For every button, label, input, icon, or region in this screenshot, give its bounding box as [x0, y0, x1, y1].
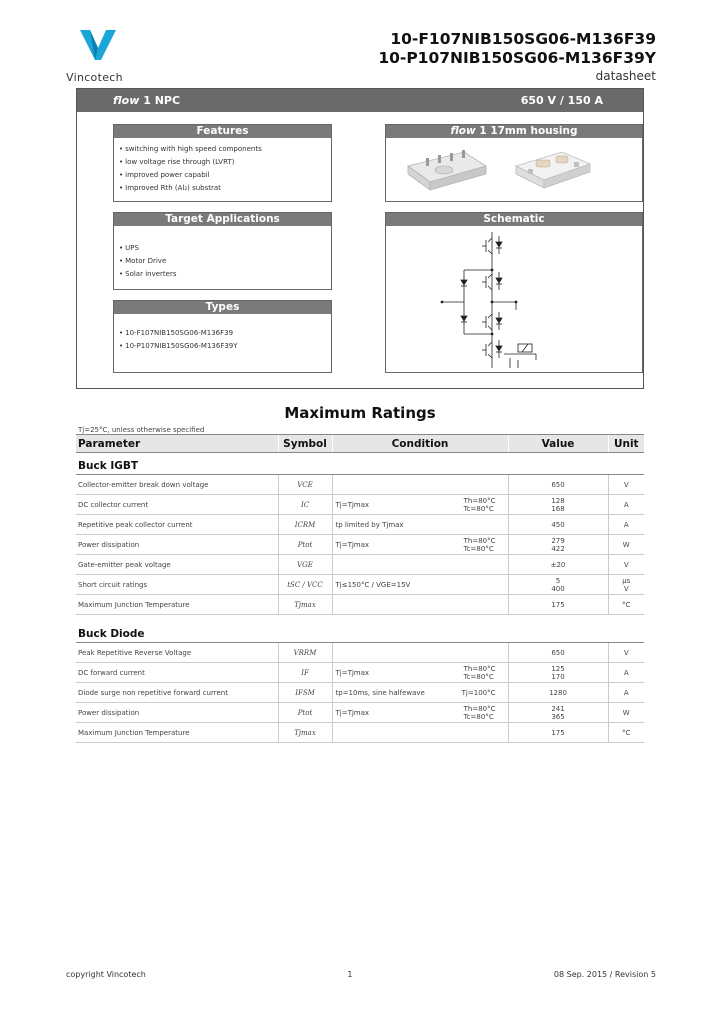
symbol-cell	[278, 575, 332, 595]
unit-line: V	[623, 584, 629, 593]
condition-cell	[332, 515, 508, 535]
value-cell	[508, 495, 608, 515]
value-line: 241	[551, 704, 565, 713]
table-header-row	[76, 435, 644, 453]
unit-cell	[608, 515, 644, 535]
condition-cell	[332, 535, 508, 555]
condition-sub	[464, 537, 496, 553]
condition-sub-line: Tc=80°C	[463, 712, 494, 721]
features-title: Features	[114, 125, 331, 138]
unit-line: V	[623, 648, 629, 657]
feature-item: • improved power capabil	[119, 169, 327, 182]
param-cell: Collector-emitter break down voltage	[76, 475, 278, 495]
value-cell	[508, 515, 608, 535]
unit-line: W	[622, 540, 630, 549]
unit-line: A	[623, 688, 629, 697]
value-cell	[508, 723, 608, 743]
symbol-text: VRRM	[293, 648, 317, 657]
section-row	[76, 621, 644, 643]
value-line: 400	[551, 584, 565, 593]
table-row	[76, 723, 644, 743]
param-cell: Repetitive peak collector current	[76, 515, 278, 535]
product-family-italic: flow	[113, 94, 140, 107]
symbol-cell	[278, 683, 332, 703]
value-cell	[508, 663, 608, 683]
param-cell: Gate-emitter peak voltage	[76, 555, 278, 575]
param-cell: Power dissipation	[76, 535, 278, 555]
table-row	[76, 663, 644, 683]
condition-cell	[332, 643, 508, 663]
param-cell: Peak Repetitive Reverse Voltage	[76, 643, 278, 663]
unit-cell	[608, 683, 644, 703]
value-cell	[508, 703, 608, 723]
vincotech-logo	[66, 30, 136, 86]
doc-type: datasheet	[595, 69, 656, 83]
value-line: 168	[551, 504, 565, 513]
condition-cell	[332, 555, 508, 575]
condition-text: Tj=Tjmax	[335, 708, 370, 717]
housing-photo	[386, 138, 642, 202]
symbol-text: tSC / VCC	[287, 580, 323, 589]
section-title: Buck Diode	[76, 621, 644, 643]
value-line: 650	[551, 480, 565, 489]
unit-line: A	[623, 520, 629, 529]
unit-line: V	[623, 560, 629, 569]
footer-copyright: copyright Vincotech	[66, 970, 146, 979]
value-cell	[508, 575, 608, 595]
ratings-body	[76, 453, 644, 743]
schematic-diagram	[386, 226, 642, 372]
symbol-cell	[278, 663, 332, 683]
table-row	[76, 643, 644, 663]
table-row	[76, 535, 644, 555]
housing-box	[385, 124, 643, 202]
condition-cell	[332, 475, 508, 495]
condition-sub-line: Tc=80°C	[463, 544, 494, 553]
symbol-cell	[278, 595, 332, 615]
condition-sub-line: Th=80°C	[463, 704, 496, 713]
feature-item: • switching with high speed components	[119, 143, 327, 156]
product-family	[113, 94, 180, 107]
housing-title	[386, 125, 642, 138]
unit-cell	[608, 643, 644, 663]
section-title: Buck IGBT	[76, 453, 644, 475]
param-cell: Diode surge non repetitive forward current	[76, 683, 278, 703]
symbol-text: VCE	[297, 480, 313, 489]
value-line: 365	[551, 712, 565, 721]
param-cell: Maximum Junction Temperature	[76, 723, 278, 743]
footer-page-number: 1	[347, 970, 353, 979]
types-list	[114, 314, 331, 353]
unit-line: A	[623, 500, 629, 509]
condition-cell	[332, 663, 508, 683]
module-photo-left	[408, 150, 486, 190]
unit-cell	[608, 703, 644, 723]
application-item: • UPS	[119, 242, 327, 255]
table-row	[76, 575, 644, 595]
value-line: 125	[551, 664, 565, 673]
symbol-text: VGE	[297, 560, 313, 569]
value-line: 170	[551, 672, 565, 681]
condition-sub-line: Tj=100°C	[461, 688, 496, 697]
ratings-title: Maximum Ratings	[284, 404, 436, 422]
condition-sub	[464, 665, 496, 681]
value-line: 650	[551, 648, 565, 657]
symbol-cell	[278, 703, 332, 723]
symbol-cell	[278, 475, 332, 495]
brand-name: Vincotech	[66, 71, 123, 84]
value-cell	[508, 555, 608, 575]
param-cell: DC forward current	[76, 663, 278, 683]
unit-cell	[608, 535, 644, 555]
param-cell: Short circuit ratings	[76, 575, 278, 595]
param-cell: Maximum Junction Temperature	[76, 595, 278, 615]
part-number-1: 10-F107NIB150SG06-M136F39	[390, 30, 656, 48]
condition-text: Tj=Tjmax	[335, 540, 370, 549]
symbol-text: ICRM	[294, 520, 316, 529]
condition-text: Tj≤150°C / VGE=15V	[335, 580, 411, 589]
param-cell: Power dissipation	[76, 703, 278, 723]
symbol-cell	[278, 555, 332, 575]
table-row	[76, 475, 644, 495]
applications-box	[113, 212, 332, 290]
col-unit: Unit	[608, 435, 644, 453]
product-family-rest: 1 NPC	[139, 94, 181, 107]
symbol-cell	[278, 723, 332, 743]
condition-sub	[464, 497, 496, 513]
feature-item: • low voltage rise through (LVRT)	[119, 156, 327, 169]
symbol-cell	[278, 495, 332, 515]
value-line: 279	[551, 536, 565, 545]
condition-sub-line: Th=80°C	[463, 496, 496, 505]
condition-text: tp limited by Tjmax	[335, 520, 404, 529]
type-item: • 10-F107NIB150SG06-M136F39	[119, 327, 327, 340]
symbol-text: IC	[300, 500, 310, 509]
value-line: 175	[551, 600, 565, 609]
feature-item: • Improved Rth (Al₂) substrat	[119, 182, 327, 195]
unit-cell	[608, 723, 644, 743]
ratings-note: Tj=25°C, unless otherwise specified	[78, 426, 205, 434]
unit-cell	[608, 555, 644, 575]
application-item: • Motor Drive	[119, 255, 327, 268]
table-row	[76, 495, 644, 515]
unit-line: °C	[622, 728, 631, 737]
param-cell: DC collector current	[76, 495, 278, 515]
condition-sub-line: Tc=80°C	[463, 504, 494, 513]
col-symbol: Symbol	[278, 435, 332, 453]
condition-sub-line: Th=80°C	[463, 664, 496, 673]
value-line: 175	[551, 728, 565, 737]
section-row	[76, 453, 644, 475]
schematic-box	[385, 212, 643, 373]
application-item: • Solar inverters	[119, 268, 327, 281]
value-cell	[508, 595, 608, 615]
type-item: • 10-P107NIB150SG06-M136F39Y	[119, 340, 327, 353]
condition-sub-line: Th=80°C	[463, 536, 496, 545]
ratings-table	[76, 434, 644, 743]
condition-text: Tj=Tjmax	[335, 668, 370, 677]
condition-cell	[332, 495, 508, 515]
schematic-title: Schematic	[386, 213, 642, 226]
unit-cell	[608, 595, 644, 615]
unit-line: A	[623, 668, 629, 677]
value-cell	[508, 535, 608, 555]
table-row	[76, 703, 644, 723]
symbol-cell	[278, 535, 332, 555]
types-box	[113, 300, 332, 373]
housing-title-rest: 1 17mm housing	[475, 125, 578, 137]
product-rating: 650 V / 150 A	[520, 94, 603, 107]
value-cell	[508, 643, 608, 663]
part-number-2: 10-P107NIB150SG06-M136F39Y	[378, 49, 656, 67]
condition-cell	[332, 683, 508, 703]
unit-line: µs	[622, 576, 631, 585]
value-cell	[508, 475, 608, 495]
product-overview-panel	[76, 88, 644, 389]
symbol-text: Ptot	[297, 540, 313, 549]
value-line: 1280	[549, 688, 567, 697]
features-list	[114, 138, 331, 195]
symbol-text: Tjmax	[294, 728, 316, 737]
symbol-cell	[278, 643, 332, 663]
value-line: 422	[551, 544, 565, 553]
condition-sub	[464, 705, 496, 721]
table-row	[76, 555, 644, 575]
symbol-text: IFSM	[295, 688, 315, 697]
module-photo-right	[516, 152, 590, 188]
applications-list	[114, 226, 331, 281]
symbol-text: IF	[301, 668, 309, 677]
housing-title-italic: flow	[450, 125, 476, 137]
applications-title: Target Applications	[114, 213, 331, 226]
unit-cell	[608, 475, 644, 495]
condition-sub-line: Tc=80°C	[463, 672, 494, 681]
unit-line: V	[623, 480, 629, 489]
value-cell	[508, 683, 608, 703]
col-condition: Condition	[332, 435, 508, 453]
unit-line: W	[622, 708, 630, 717]
vincotech-v-icon	[80, 30, 116, 62]
unit-cell	[608, 495, 644, 515]
value-line: 450	[551, 520, 565, 529]
symbol-text: Ptot	[297, 708, 313, 717]
footer-date-revision: 08 Sep. 2015 / Revision 5	[553, 970, 656, 979]
condition-sub	[462, 689, 496, 697]
unit-line: °C	[622, 600, 631, 609]
value-line: ±20	[550, 560, 566, 569]
table-row	[76, 683, 644, 703]
col-parameter: Parameter	[76, 435, 278, 453]
col-value: Value	[508, 435, 608, 453]
condition-cell	[332, 703, 508, 723]
table-row	[76, 515, 644, 535]
value-line: 5	[555, 576, 561, 585]
condition-text: tp=10ms, sine halfewave	[335, 688, 425, 697]
unit-cell	[608, 575, 644, 595]
value-line: 128	[551, 496, 565, 505]
types-title: Types	[114, 301, 331, 314]
features-box	[113, 124, 332, 202]
symbol-text: Tjmax	[294, 600, 316, 609]
header-part-numbers	[378, 30, 656, 83]
condition-cell	[332, 723, 508, 743]
footer	[66, 970, 656, 979]
condition-cell	[332, 595, 508, 615]
condition-cell	[332, 575, 508, 595]
unit-cell	[608, 663, 644, 683]
product-bar	[77, 89, 643, 112]
condition-text: Tj=Tjmax	[335, 500, 370, 509]
table-row	[76, 595, 644, 615]
symbol-cell	[278, 515, 332, 535]
